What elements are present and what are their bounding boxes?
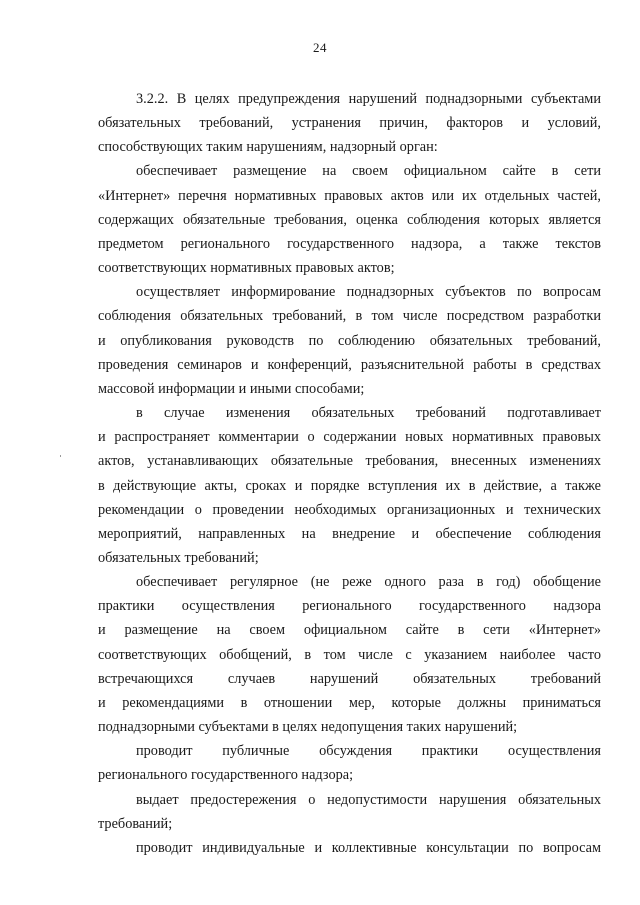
paragraph xyxy=(98,87,601,159)
text-line: и опубликования руководств по соблюдению обязательных требований, xyxy=(98,332,601,349)
paragraph xyxy=(98,788,601,836)
text-line: регионального государственного надзора; xyxy=(98,767,354,784)
text-line: способствующих таким нарушениям, надзорный орган: xyxy=(98,139,438,156)
text-line: предметом регионального государственного надзора, а также текстов xyxy=(98,235,601,252)
text-line: массовой информации и иными способами; xyxy=(98,380,365,397)
text-line: обязательных требований; xyxy=(98,549,259,566)
text-line: в действующие акты, сроках и порядке вступления их в действие, а также xyxy=(98,477,601,494)
paragraph xyxy=(98,739,601,787)
margin-mark xyxy=(60,455,61,457)
text-line: 3.2.2. В целях предупреждения нарушений поднадзорными субъектами xyxy=(136,91,601,107)
text-line: «Интернет» перечня нормативных правовых актов или их отдельных частей, xyxy=(98,187,601,204)
text-line: осуществляет информирование поднадзорных субъектов по вопросам xyxy=(136,284,601,301)
document-body xyxy=(98,87,601,860)
text-line: в случае изменения обязательных требований подготавливает xyxy=(136,405,601,422)
text-line: и размещение на своем официальном сайте в сети «Интернет» xyxy=(98,622,601,639)
text-line: содержащих обязательные требования, оценка соблюдения которых является xyxy=(98,211,601,228)
text-line: выдает предостережения о недопустимости нарушения обязательных xyxy=(136,791,601,808)
text-line: обеспечивает размещение на своем официальном сайте в сети xyxy=(136,163,601,180)
text-line: практики осуществления регионального государственного надзора xyxy=(98,598,601,615)
text-line: соответствующих обобщений, в том числе с указанием наиболее часто xyxy=(98,646,601,663)
paragraph xyxy=(98,401,601,570)
text-line: соблюдения обязательных требований, в том числе посредством разработки xyxy=(98,308,601,325)
text-line: и рекомендациями в отношении мер, которые должны приниматься xyxy=(98,694,601,711)
text-line: мероприятий, направленных на внедрение и обеспечение соблюдения xyxy=(98,525,601,542)
text-line: и распространяет комментарии о содержании новых нормативных правовых xyxy=(98,429,601,446)
text-line: проведения семинаров и конференций, разъяснительной работы в средствах xyxy=(98,356,601,373)
paragraph xyxy=(98,570,601,739)
text-line: требований; xyxy=(98,815,173,832)
text-line: встречающихся случаев нарушений обязательных требований xyxy=(98,670,601,687)
paragraph xyxy=(98,159,601,280)
text-line: соответствующих нормативных правовых актов; xyxy=(98,260,395,277)
text-line: рекомендации о проведении необходимых организационных и технических xyxy=(98,501,601,518)
text-line: поднадзорными субъектами в целях недопущения таких нарушений; xyxy=(98,719,518,736)
text-line: проводит индивидуальные и коллективные консультации по вопросам xyxy=(136,839,601,856)
text-line: актов, устанавливающих обязательные требования, внесенных изменениях xyxy=(98,453,601,470)
text-line: проводит публичные обсуждения практики осуществления xyxy=(136,743,601,760)
page-number: 24 xyxy=(313,40,327,55)
paragraph xyxy=(98,280,601,401)
text-line: обеспечивает регулярное (не реже одного раза в год) обобщение xyxy=(136,574,601,591)
text-line: обязательных требований, устранения причин, факторов и условий, xyxy=(98,115,601,132)
paragraph xyxy=(98,836,601,860)
